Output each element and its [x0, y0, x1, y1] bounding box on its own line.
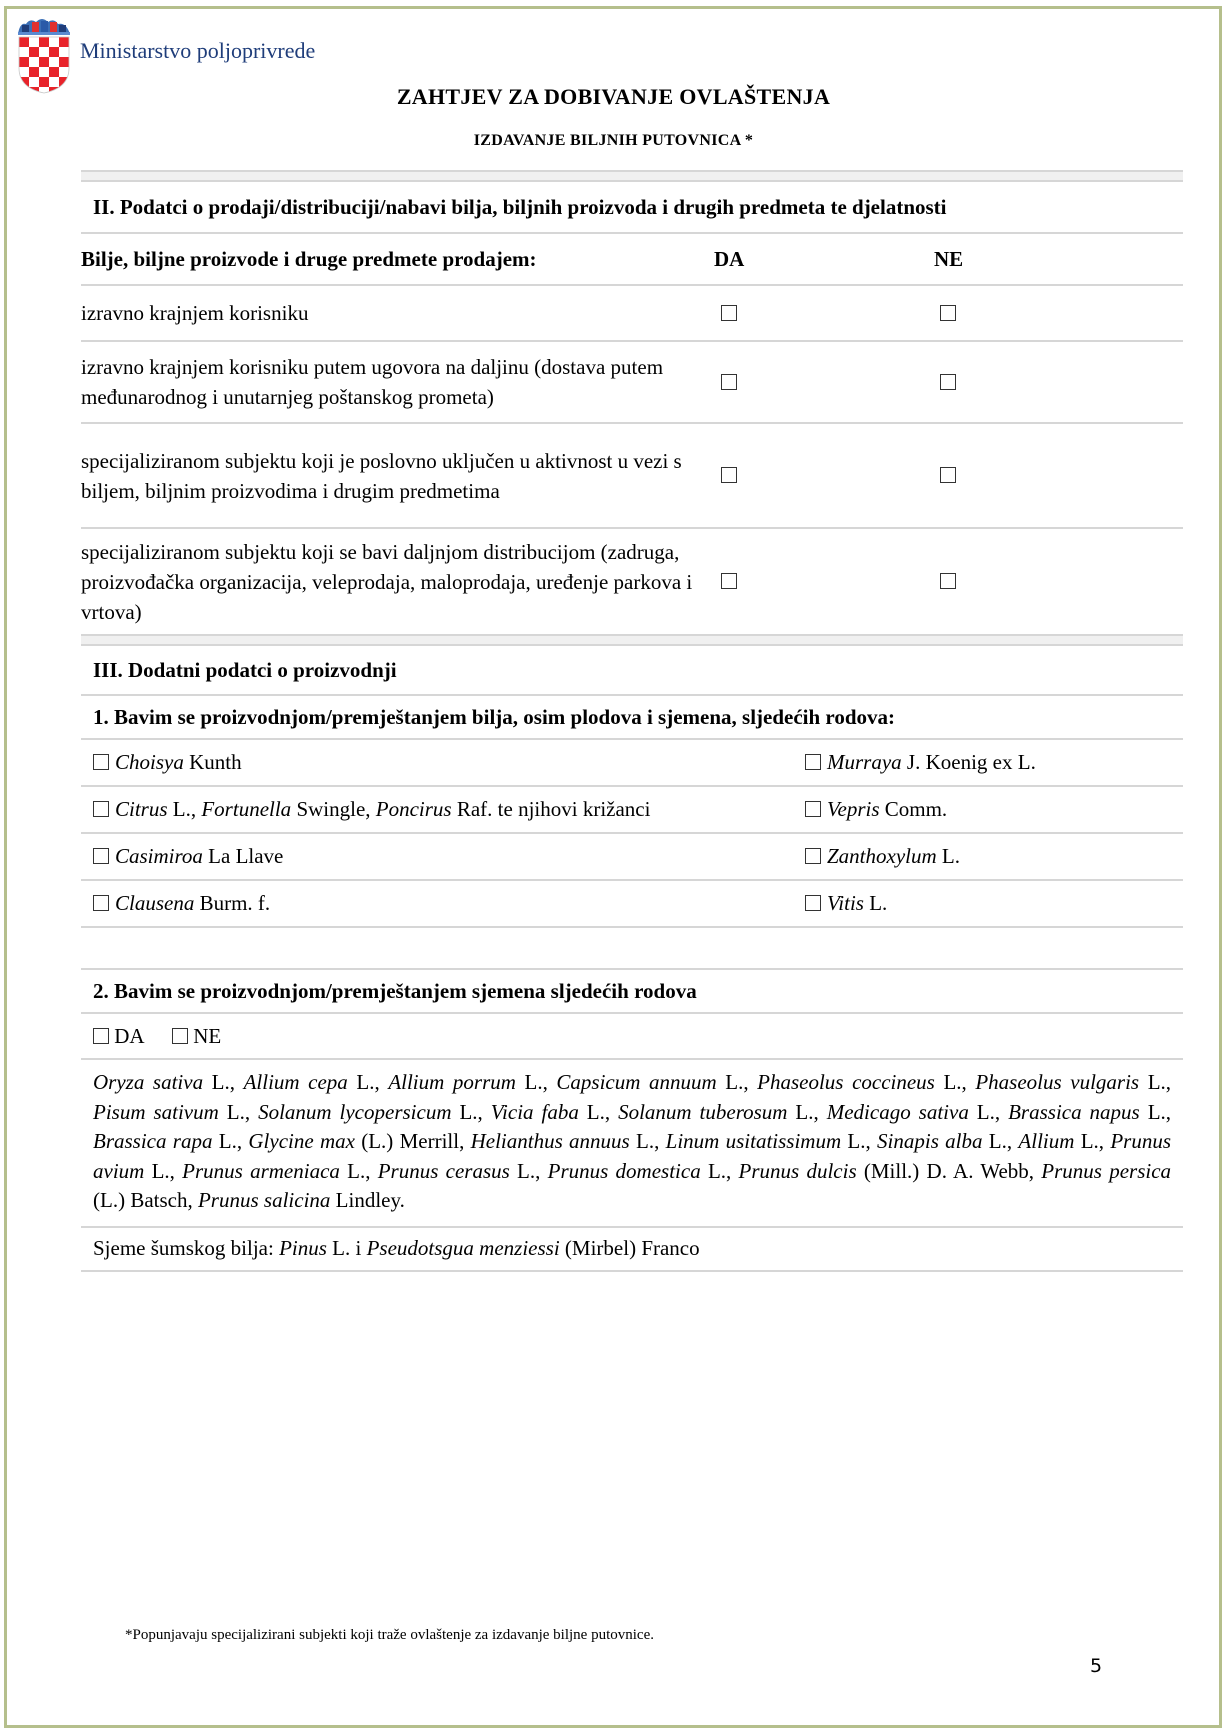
text-fragment: L., [144, 1158, 183, 1183]
latin-name: Vicia faba [490, 1099, 579, 1124]
text-fragment: Kunth [183, 750, 242, 774]
text-fragment: L., [212, 1129, 249, 1153]
ne-checkbox[interactable] [940, 374, 956, 390]
item1-title-row [81, 696, 1183, 740]
text-fragment: La Llave [202, 844, 284, 868]
item2-yes-no-row [81, 1014, 1183, 1060]
text-fragment: L., [203, 1070, 244, 1094]
latin-name: Brassica rapa [93, 1129, 213, 1153]
item2-da-checkbox[interactable] [93, 1028, 109, 1044]
genus-checkbox[interactable] [805, 848, 821, 864]
section3-title-row [81, 646, 1183, 696]
text-fragment: Raf. te njihovi križanci [451, 797, 651, 821]
section2-title-row [81, 182, 1183, 234]
item2-ne-label: NE [193, 1023, 222, 1048]
genus-checkbox[interactable] [805, 895, 821, 911]
latin-name: Prunus armeniaca [182, 1158, 340, 1183]
da-checkbox[interactable] [721, 573, 737, 589]
latin-name: Prunus salicina [197, 1188, 331, 1212]
table-row [81, 529, 1183, 634]
genus-option [805, 844, 1183, 869]
genus-row [81, 787, 1183, 834]
table-row [81, 286, 1183, 342]
document-subtitle: IZDAVANJE BILJNIH PUTOVNICA * [473, 132, 754, 149]
seed-species-list [81, 1060, 1183, 1226]
species-list-row [81, 1060, 1183, 1228]
latin-name: Clausena [115, 891, 195, 915]
table-row [81, 424, 1183, 529]
genus-checkbox[interactable] [93, 895, 109, 911]
da-checkbox[interactable] [721, 467, 737, 483]
latin-name: Solanum tuberosum [618, 1099, 788, 1124]
item2-title: 2. Bavim se proizvodnjom/premještanjem sjemena sljedećih rodova [93, 978, 697, 1003]
latin-name: Citrus [115, 797, 168, 821]
row-label: izravno krajnjem korisniku [81, 301, 309, 325]
genus-option [805, 750, 1183, 775]
genus-checkbox[interactable] [93, 801, 109, 817]
genus-row [81, 834, 1183, 881]
latin-name: Zanthoxylum [827, 844, 937, 868]
genus-option [81, 844, 805, 869]
forest-seed-species [81, 1236, 700, 1261]
genus-option [81, 891, 805, 916]
genus-option [81, 797, 805, 822]
text-fragment: L., [1074, 1129, 1111, 1153]
text-fragment: L., [451, 1099, 491, 1124]
latin-name: Solanum lycopersicum [258, 1099, 452, 1124]
section-divider-band [81, 170, 1183, 182]
latin-name: Fortunella [201, 797, 292, 821]
latin-name: Prunus avium [93, 1129, 1172, 1183]
latin-name: Allium cepa [243, 1070, 348, 1094]
table-header-ne: NE [934, 246, 964, 271]
text-fragment: Comm. [879, 797, 948, 821]
latin-name: Linum usitatissimum [665, 1129, 842, 1153]
table-header-da: DA [714, 246, 745, 271]
genus-checkbox[interactable] [93, 754, 109, 770]
text-fragment: (L.) Merrill, [354, 1129, 471, 1153]
latin-name: Prunus domestica [547, 1158, 701, 1183]
latin-name: Phaseolus coccineus [757, 1070, 935, 1094]
item2-title-row [81, 970, 1183, 1014]
row-label: specijaliziranom subjektu koji je poslovno uključen u aktivnost u vezi s biljem, biljnim proizvodima i drugim predmetima [81, 448, 682, 503]
latin-name: Pisum sativum [93, 1099, 219, 1124]
latin-name: Glycine max [248, 1129, 355, 1153]
latin-name: Prunus cerasus [377, 1158, 510, 1183]
latin-name: Brassica napus [1008, 1099, 1140, 1124]
text-fragment: L., [578, 1099, 619, 1124]
text-fragment: (Mill.) D. A. Webb, [856, 1158, 1042, 1183]
ne-checkbox[interactable] [940, 467, 956, 483]
genus-row [81, 740, 1183, 787]
text-fragment: L., [347, 1070, 389, 1094]
latin-name: Capsicum annuum [556, 1070, 717, 1094]
text-fragment: (Mirbel) Franco [559, 1236, 700, 1260]
latin-name: Pinus [279, 1236, 327, 1260]
text-fragment: L., [509, 1158, 548, 1183]
item2-da-label: DA [114, 1023, 144, 1048]
section2-table-header [81, 234, 1183, 286]
document-title: ZAHTJEV ZA DOBIVANJE OVLAŠTENJA [396, 84, 831, 109]
row-label: specijaliziranom subjektu koji se bavi daljnjom distribucijom (zadruga, proizvođačka organizacija, veleprodaja, maloprodaja, uređenje parkova i vrtova) [81, 539, 693, 624]
text-fragment: L., [629, 1129, 666, 1153]
genus-grid [81, 740, 1183, 928]
latin-name: Casimiroa [115, 844, 203, 868]
ministry-name: Ministarstvo poljoprivrede [80, 38, 316, 63]
text-fragment: J. Koenig ex L. [901, 750, 1036, 774]
item2-ne-checkbox[interactable] [172, 1028, 188, 1044]
section2-title: II. Podatci o prodaji/distribuciji/nabavi bilja, biljnih proizvoda i drugih predmeta te djelatnosti [93, 194, 947, 219]
section-divider-band [81, 634, 1183, 646]
genus-option [805, 891, 1183, 916]
text-fragment: L., [841, 1129, 878, 1153]
latin-name: Prunus persica [1041, 1158, 1172, 1183]
latin-name: Vitis [827, 891, 864, 915]
text-fragment: L., [339, 1158, 378, 1183]
item1-title: 1. Bavim se proizvodnjom/premještanjem bilja, osim plodova i sjemena, sljedećih rodova: [93, 704, 896, 729]
da-checkbox[interactable] [721, 374, 737, 390]
form-content [81, 170, 1183, 1272]
genus-option [805, 797, 1183, 822]
section3-title: III. Dodatni podatci o proizvodnji [93, 657, 397, 682]
latin-name: Vepris [827, 797, 880, 821]
text-fragment: L., [167, 797, 202, 821]
latin-name: Murraya [827, 750, 902, 774]
text-fragment: L., [1139, 1099, 1172, 1124]
genus-option [81, 750, 805, 775]
text-fragment: L., [1139, 1070, 1172, 1094]
latin-name: Allium porrum [388, 1070, 516, 1094]
text-fragment: L. [936, 844, 960, 868]
genus-checkbox[interactable] [805, 754, 821, 770]
row-label: izravno krajnjem korisniku putem ugovora na daljinu (dostava putem međunarodnog i unutarnjeg poštanskog prometa) [81, 355, 664, 409]
text-fragment: L., [934, 1070, 976, 1094]
latin-name: Phaseolus vulgaris [975, 1070, 1140, 1094]
latin-name: Oryza sativa [93, 1070, 204, 1094]
forest-seed-row [81, 1228, 1183, 1272]
latin-name: Helianthus annuus [470, 1129, 630, 1153]
table-header-label: Bilje, biljne proizvode i druge predmete prodajem: [81, 247, 537, 271]
text-fragment: Lindley. [330, 1188, 405, 1212]
text-fragment: L., [515, 1070, 557, 1094]
text-fragment: Burm. f. [194, 891, 271, 915]
text-fragment: L., [968, 1099, 1009, 1124]
text-fragment: Swingle, [291, 797, 376, 821]
genus-checkbox[interactable] [93, 848, 109, 864]
croatian-coat-of-arms-icon [14, 16, 74, 94]
text-fragment: L. [863, 891, 888, 915]
latin-name: Allium [1018, 1129, 1075, 1153]
table-row [81, 342, 1183, 424]
latin-name: Prunus dulcis [738, 1158, 857, 1183]
genus-checkbox[interactable] [805, 801, 821, 817]
latin-name: Poncirus [375, 797, 452, 821]
text-fragment: L., [218, 1099, 259, 1124]
page-number: 5 [1090, 1655, 1103, 1677]
latin-name: Pseudotsgua menziessi [366, 1236, 560, 1260]
text-fragment: Sjeme šumskog bilja: [93, 1236, 280, 1260]
text-fragment: (L.) Batsch, [93, 1188, 198, 1212]
footnote: *Popunjavaju specijalizirani subjekti koji traže ovlaštenje za izdavanje biljne putovnice. [125, 1627, 654, 1643]
text-fragment: L., [716, 1070, 758, 1094]
spacer-row [81, 928, 1183, 970]
da-checkbox[interactable] [721, 305, 737, 321]
text-fragment: L., [982, 1129, 1019, 1153]
latin-name: Sinapis alba [877, 1129, 983, 1153]
genus-row [81, 881, 1183, 928]
ne-checkbox[interactable] [940, 305, 956, 321]
text-fragment: L., [787, 1099, 827, 1124]
latin-name: Choisya [115, 750, 184, 774]
ne-checkbox[interactable] [940, 573, 956, 589]
text-fragment: L., [700, 1158, 739, 1183]
text-fragment: L. i [326, 1236, 367, 1260]
latin-name: Medicago sativa [826, 1099, 969, 1124]
